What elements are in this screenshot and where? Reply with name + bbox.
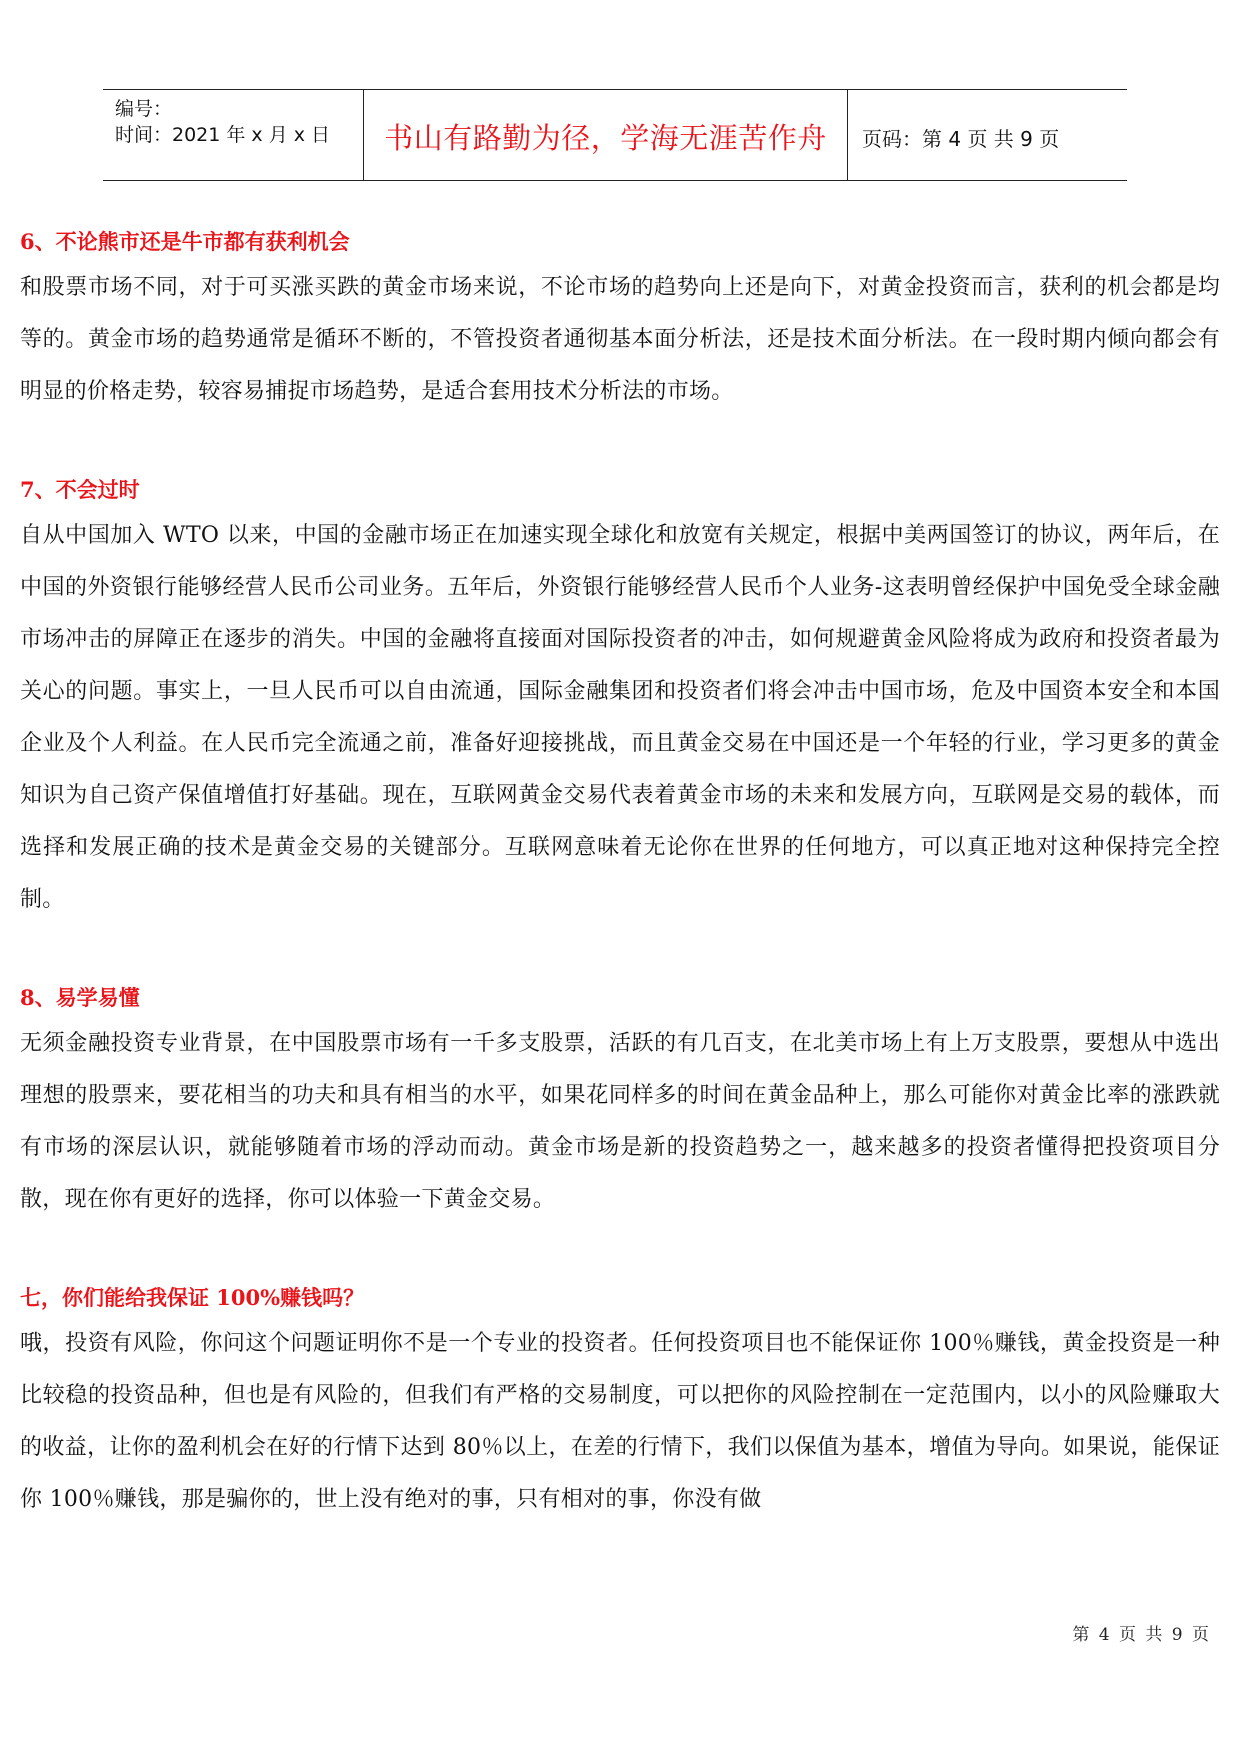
- section-title: 8、易学易懂: [20, 985, 140, 1010]
- header-page-info: 页码：第 4 页 共 9 页: [862, 127, 1060, 151]
- section-title: 七，你们能给我保证 100%赚钱吗？: [20, 1285, 365, 1310]
- section-paragraph: 和股票市场不同，对于可买涨买跌的黄金市场来说，不论市场的趋势向上还是向下，对黄金投资而言，获利的机会都是均等的。黄金市场的趋势通常是循环不断的，不管投资者通彻基本面分析法，还是技术面分析法。在一段时期内倾向都会有明显的价格走势，较容易捕捉市场趋势，是适合套用技术分析法的市场。: [20, 275, 1220, 404]
- header-meta-cell: [103, 90, 364, 180]
- header-motto-cell: [364, 90, 848, 180]
- section-title: 6、不论熊市还是牛市都有获利机会: [20, 229, 350, 254]
- document-date: 时间：2021 年 x 月 x 日: [115, 124, 331, 146]
- header-motto: 书山有路勤为径，学海无涯苦作舟: [384, 121, 827, 155]
- section-paragraph: 哦，投资有风险，你问这个问题证明你不是一个专业的投资者。任何投资项目也不能保证你 100％赚钱，黄金投资是一种比较稳的投资品种，但也是有风险的，但我们有严格的交易制度，可以把你的风险控制在一定范围内，以小的风险赚取大的收益，让你的盈利机会在好的行情下达到 80％以上，在差的行情下，我们以保值为基本，增值为导向。如果说，能保证你 100％赚钱，那是骗你的，世上没有绝对的事，只有相对的事，你没有做: [20, 1331, 1220, 1512]
- document-body: [20, 222, 1220, 1526]
- page-footer: 第 4 页 共 9 页: [1072, 1625, 1211, 1645]
- document-number-label: 编号：: [115, 98, 173, 120]
- header-page-cell: [848, 90, 1127, 180]
- section-paragraph: 无须金融投资专业背景，在中国股票市场有一千多支股票，活跃的有几百支，在北美市场上有上万支股票，要想从中选出理想的股票来，要花相当的功夫和具有相当的水平，如果花同样多的时间在黄金品种上，那么可能你对黄金比率的涨跌就有市场的深层认识，就能够随着市场的浮动而动。黄金市场是新的投资趋势之一，越来越多的投资者懂得把投资项目分散，现在你有更好的选择，你可以体验一下黄金交易。: [20, 1031, 1220, 1212]
- page-header: [103, 89, 1127, 181]
- section-paragraph: 自从中国加入 WTO 以来，中国的金融市场正在加速实现全球化和放宽有关规定，根据中美两国签订的协议，两年后，在中国的外资银行能够经营人民币公司业务。五年后，外资银行能够经营人民币个人业务-这表明曾经保护中国免受全球金融市场冲击的屏障正在逐步的消失。中国的金融将直接面对国际投资者的冲击，如何规避黄金风险将成为政府和投资者最为关心的问题。事实上，一旦人民币可以自由流通，国际金融集团和投资者们将会冲击中国市场，危及中国资本安全和本国企业及个人利益。在人民币完全流通之前，准备好迎接挑战，而且黄金交易在中国还是一个年轻的行业，学习更多的黄金知识为自己资产保值增值打好基础。现在，互联网黄金交易代表着黄金市场的未来和发展方向，互联网是交易的载体，而选择和发展正确的技术是黄金交易的关键部分。互联网意味着无论你在世界的任何地方，可以真正地对这种保持完全控制。: [20, 523, 1220, 912]
- section-title: 7、不会过时: [20, 477, 140, 502]
